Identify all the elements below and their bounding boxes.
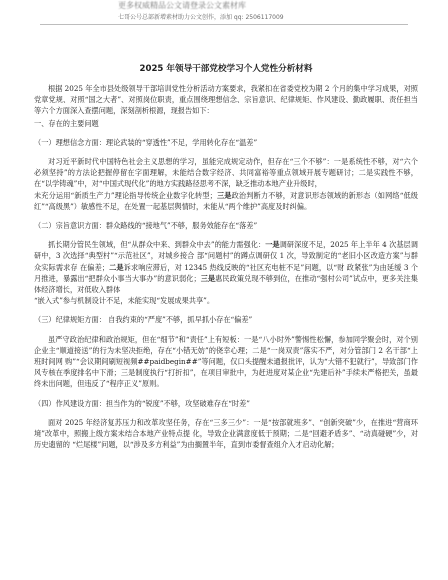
subsection-heading-2: （二）宗旨意识方面：群众路线的“接地气”不够，服务效能存在“落差” xyxy=(34,221,258,231)
header-divider xyxy=(40,24,408,25)
paragraph-purpose-cont: “嵌入式”参与机制设计不足，未能实现“发展成果共享”。 xyxy=(34,296,215,306)
document-body xyxy=(34,42,418,450)
section-heading: 一、存在的主要问题 xyxy=(34,118,99,128)
paragraph-purpose: 抓长期分管民生领域，但“从群众中来、到群众中去”的能力需强化：一是调研深度不足，2025 年上半年 4 次基层调研中，3 次选择“典型村”“示范社区”，对城乡接合 部“问题村”的蹲点调研仅 1 次，导致制定的“老旧小区改造方案”与群众实际需求存 在偏差；二是诉求响应滞后，对 12345 热线反映的“社区充电桩不足”问题，以“财 政紧张”为由延缓 3 个月推进，暴露出“把群众小事当大事办”的意识弱化；三是惠民政策兑现不够到位，在推动“强村公司”试点中，更多关注集体经济增长，对低收入群体 xyxy=(34,240,418,295)
header-contact-text: 七哥公号总部新增素材助力公文创作，添加 qq: 2506117009 xyxy=(118,14,284,21)
subsection-heading-4: （四）作风建设方面：担当作为的“锐度”不够，攻坚破难存在“时差” xyxy=(34,398,250,408)
paragraph-discipline: 虽严守政治纪律和政治规矩，但在“细节”和“责任”上有短板：一是“八小时外”警惕性松懈，参加同学聚会时，对个别企业主“顺道接送”的行为未坚决拒绝，存在“小错无妨”的侥幸心理；二是“一岗双责”落实不严，对分管部门 2 名干部“上班时间网 购”“会议期间刷短视频##paidbegin##”等问题，仅口头提醒未通报批评，认为“大错不犯就行”，导致部门作风专核在季度排名中下滑；三是制度执行“打折扣”，在项目审批中，为赶进度对某企业“先建后补”手续未严格把关，虽最终未出问题，但违反了“程序正义”原则。 xyxy=(34,334,418,389)
paragraph-ideals-cont: 未充分运用“新质生产力”理论指导传统企业数字化转型；三是政治判断力不够，对意识形态领域的新形态（如网络“低级红”“高级黑”）敏感性不足，在处置一起基层舆情时，未能从“两个维护”高度及时纠偏。 xyxy=(34,190,418,211)
paragraph-ideals: 对习近平新时代中国特色社会主义思想的学习，虽能完成规定动作，但存在“三个不够”：一是系统性不够，对“六个必须坚持”的方法论把握停留在字面理解，未能结合数字经济、共同富裕等重点领域开展专题研讨；二是实践性不够，在“以学铸魂”中，对“中国式现代化”的地方实践路径思考不深，缺乏推动本地产业升级时， xyxy=(34,157,418,189)
intro-paragraph: 根据 2025 年全市县处级领导干部培训党性分析活动方案要求，我紧扣在省委党校为期 2 个月的集中学习成果，对照党章党规、对照“国之大者”、对照岗位职责，重点围绕理想信念、宗旨意识、纪律规矩、作风建设、勤政履职、责任担当等六个方面深入查摆问题，深刻剖析根源，现报告如下： xyxy=(34,84,418,116)
paragraph-conduct: 面对 2025 年经济复苏压力和改革攻坚任务，存在“三多三少”：一是“按部就班多”、“创新突破”少，在推进“营商环境”改革中，照搬上级方案未结合本地产业特点提 化，导致企业满意度低于预期；二是“回避矛盾多”、“动真碰硬”少，对历史遗留的 “烂尾楼”问题，以“涉及多方利益”为由搁置半年，直到市委督查组介入才启动化解； xyxy=(34,417,418,450)
header-source-text: 更多权威精品公文请登录公文素材库 xyxy=(118,1,246,10)
page-header xyxy=(0,0,448,40)
subsection-heading-3: （三）纪律规矩方面： 自我约束的“严度”不够，抓早抓小存在“偏差” xyxy=(34,315,253,325)
document-title: 2025 年领导干部党校学习个人党性分析材料 xyxy=(139,64,313,74)
subsection-heading-1: （一）理想信念方面：理论武装的“穿透性”不足，学用转化存在“温差” xyxy=(34,137,258,147)
